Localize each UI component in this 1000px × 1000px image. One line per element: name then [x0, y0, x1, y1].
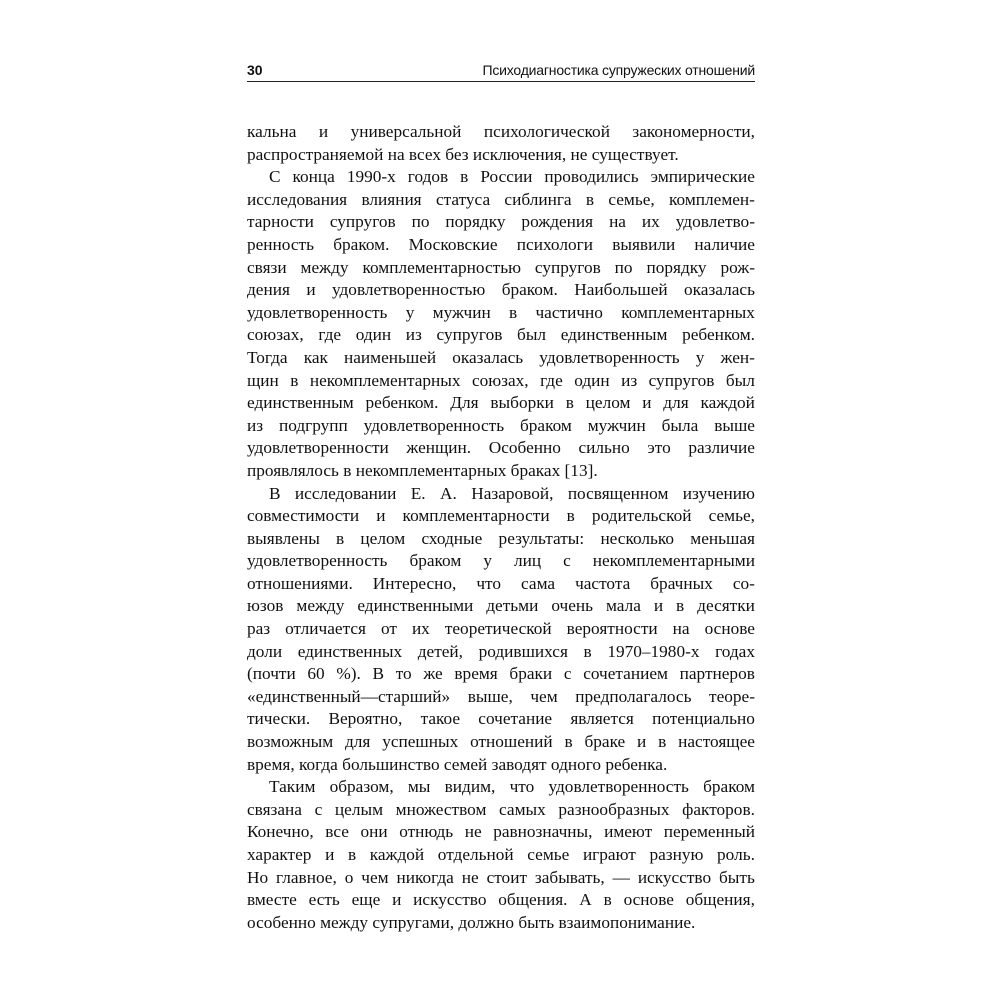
page-number: 30 — [247, 62, 263, 78]
text-line: отношениями. Интересно, что сама частота брачных со- — [247, 573, 755, 593]
text-line: Тогда как наименьшей оказалась удовлетворенность у жен- — [247, 347, 755, 367]
text-line: раз отличается от их теоретической вероятности на основе — [247, 619, 755, 639]
text-line: удовлетворенность браком у лиц с некомплементарными — [247, 551, 755, 571]
text-line: вместе есть еще и искусство общения. А в основе общения, — [247, 890, 755, 910]
text-line: выявлены в целом сходные результаты: несколько меньшая — [247, 528, 755, 548]
text-line: время, когда большинство семей заводят одного ребенка. — [247, 754, 668, 774]
text-line: щин в некомплементарных союзах, где один из супругов был — [247, 370, 755, 390]
body-text — [247, 121, 755, 934]
text-line: Таким образом, мы видим, что удовлетворенность браком — [269, 777, 755, 797]
text-line: (почти 60 %). В то же время браки с сочетанием партнеров — [247, 664, 755, 684]
text-line: из подгрупп удовлетворенность браком мужчин была выше — [247, 415, 755, 435]
text-line: В исследовании Е. А. Назаровой, посвященном изучению — [269, 483, 755, 503]
text-line: доли единственных детей, родившихся в 1970–1980-х годах — [247, 641, 755, 661]
text-line: возможным для успешных отношений в браке и в настоящее — [247, 732, 755, 752]
text-line: кальна и универсальной психологической закономерности, — [247, 122, 755, 141]
text-line: юзов между единственными детьми очень мала и в десятки — [247, 596, 755, 616]
text-line: характер и в каждой отдельной семье играют разную роль. — [247, 845, 755, 864]
paragraph — [247, 166, 755, 482]
page-header — [247, 61, 755, 82]
text-line: Но главное, о чем никогда не стоит забывать, — искусство быть — [247, 867, 755, 887]
text-line: распространяемой на всех без исключения, не существует. — [247, 144, 679, 164]
paragraph — [247, 121, 755, 166]
running-title: Психодиагностика супружеских отношений — [482, 62, 755, 78]
text-line: удовлетворенности женщин. Особенно сильно это различие — [247, 438, 755, 458]
text-line: проявлялось в некомплементарных браках [13]. — [247, 460, 598, 480]
text-line: ренность браком. Московские психологи выявили наличие — [247, 234, 755, 254]
text-line: тически. Вероятно, такое сочетание является потенциально — [247, 709, 755, 729]
text-line: исследования влияния статуса сиблинга в семье, комплемен- — [247, 189, 755, 209]
text-line: единственным ребенком. Для выборки в целом и для каждой — [247, 393, 755, 413]
text-line: тарности супругов по порядку рождения на их удовлетво- — [247, 212, 755, 232]
text-line: Конечно, все они отнюдь не равнозначны, имеют переменный — [247, 822, 755, 842]
text-line: союзах, где один из супругов был единственным ребенком. — [247, 325, 755, 345]
text-line: совместимости и комплементарности в родительской семье, — [247, 506, 755, 526]
text-line: «единственный—старший» выше, чем предполагалось теоре- — [247, 686, 755, 706]
text-line: удовлетворенность у мужчин в частично комплементарных — [247, 302, 755, 322]
text-line: связи между комплементарностью супругов по порядку рож- — [247, 257, 755, 277]
text-line: С конца 1990-х годов в России проводились эмпирические — [269, 167, 755, 187]
text-line: связана с целым множеством самых разнообразных факторов. — [247, 799, 755, 819]
text-line: дения и удовлетворенностью браком. Наибольшей оказалась — [247, 280, 755, 300]
paragraph — [247, 776, 755, 934]
text-line: особенно между супругами, должно быть взаимопонимание. — [247, 912, 696, 932]
paragraph — [247, 483, 755, 777]
